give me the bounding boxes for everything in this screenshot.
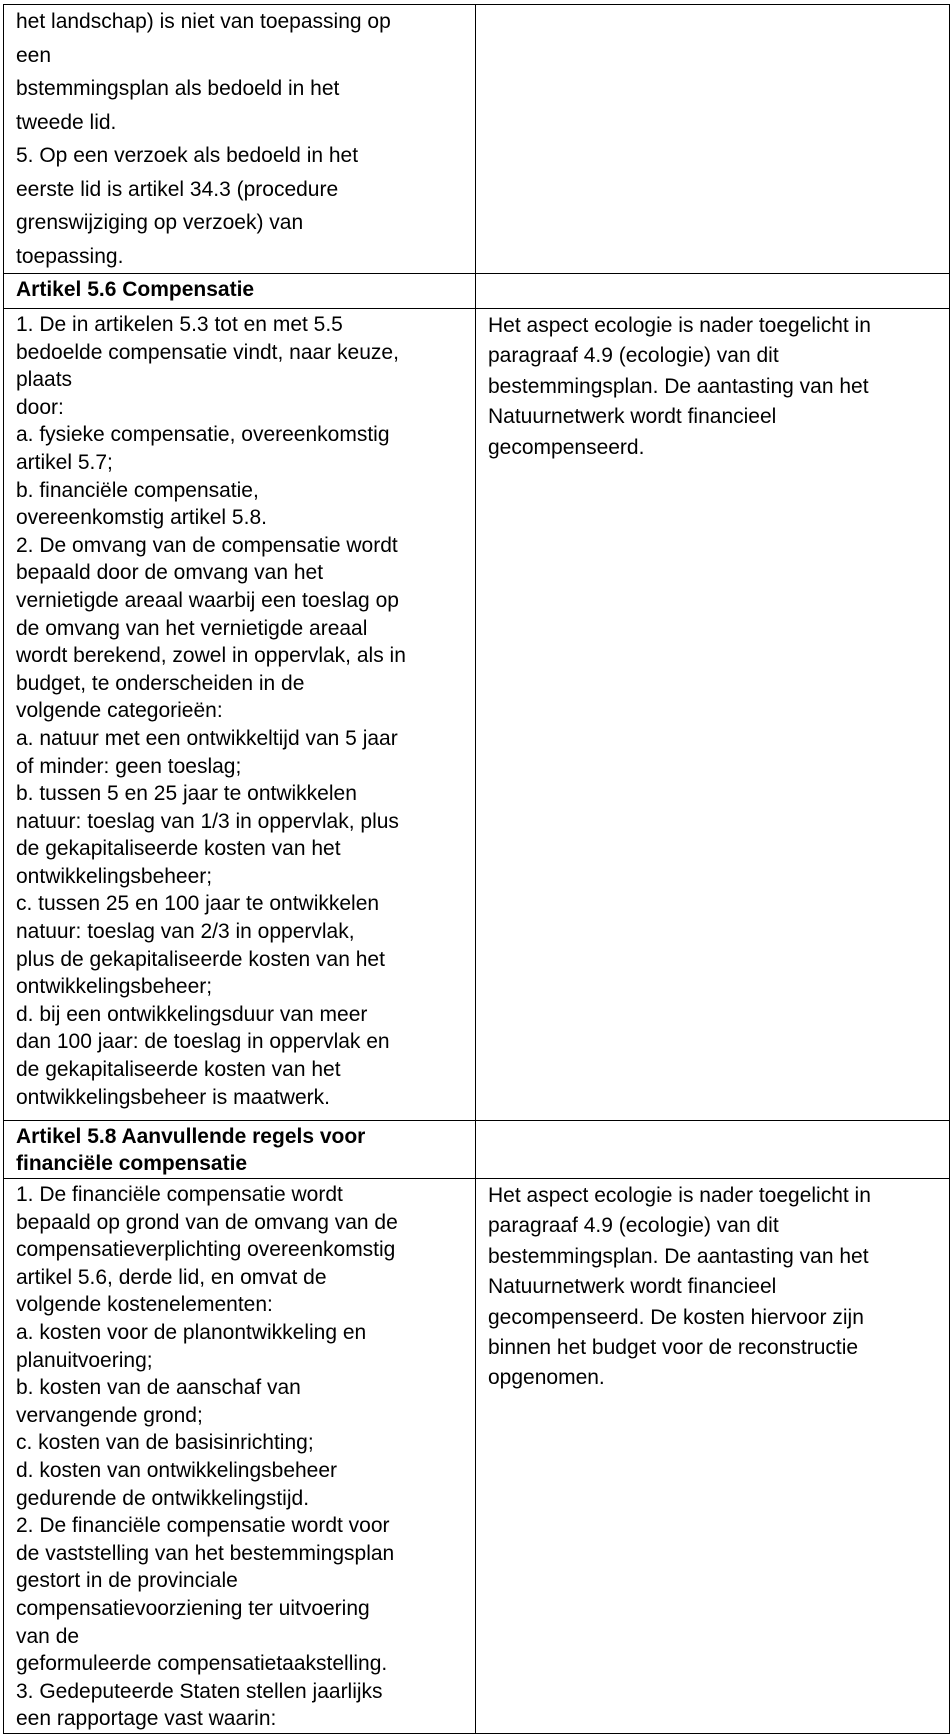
text-line: het landschap) is niet van toepassing op: [16, 10, 391, 33]
text-line: gestort in de provinciale: [16, 1569, 238, 1593]
text-line: volgende categorieën:: [16, 699, 223, 723]
article-heading: Artikel 5.8 Aanvullende regels voor: [16, 1125, 366, 1148]
text-line: een: [16, 43, 52, 67]
text-line: of minder: geen toeslag;: [16, 754, 242, 778]
text-line: ontwikkelingsbeheer is maatwerk.: [16, 1085, 330, 1109]
article-heading: financiële compensatie: [16, 1152, 248, 1175]
text-line: grenswijziging op verzoek) van: [16, 211, 304, 234]
text-line: artikel 5.6, derde lid, en omvat de: [16, 1265, 327, 1289]
text-line: artikel 5.7;: [16, 450, 113, 474]
text-line: tweede lid.: [16, 110, 117, 134]
regels-toelichting-table: [3, 4, 950, 1734]
text-line: d. bij een ontwikkelingsduur van meer: [16, 1002, 368, 1026]
text-line: geformuleerde compensatietaakstelling.: [16, 1652, 388, 1676]
text-line: compensatievoorziening ter uitvoering: [16, 1596, 370, 1620]
text-line: b. financiële compensatie,: [16, 478, 259, 502]
text-line: c. tussen 25 en 100 jaar te ontwikkelen: [16, 892, 380, 916]
explanation-cell: [476, 274, 950, 309]
text-line: binnen het budget voor de reconstructie: [488, 1336, 859, 1360]
text-line: dan 100 jaar: de toeslag in oppervlak en: [16, 1030, 390, 1054]
explanation-cell: [476, 1121, 950, 1179]
rule-text-cell: [4, 1179, 476, 1734]
text-line: de omvang van het vernietigde areaal: [16, 616, 368, 640]
text-line: 3. Gedeputeerde Staten stellen jaarlijks: [16, 1679, 383, 1703]
text-line: 1. De in artikelen 5.3 tot en met 5.5: [16, 313, 343, 336]
article-heading-cell: [4, 1121, 476, 1179]
text-line: plaats: [16, 368, 73, 392]
text-line: c. kosten van de basisinrichting;: [16, 1431, 314, 1455]
article-heading-cell: [4, 274, 476, 309]
table-row: [4, 1179, 950, 1734]
text-line: gedurende de ontwikkelingstijd.: [16, 1486, 310, 1510]
text-line: plus de gekapitaliseerde kosten van het: [16, 947, 385, 971]
text-line: b. kosten van de aanschaf van: [16, 1376, 301, 1400]
text-line: budget, te onderscheiden in de: [16, 671, 305, 695]
article-heading-row: [4, 1121, 950, 1179]
explanation-cell: [476, 1179, 950, 1734]
text-line: Het aspect ecologie is nader toegelicht in: [488, 1184, 871, 1207]
text-line: 5. Op een verzoek als bedoeld in het: [16, 144, 359, 167]
text-line: wordt berekend, zowel in oppervlak, als in: [16, 644, 406, 668]
text-line: bedoelde compensatie vindt, naar keuze,: [16, 340, 399, 364]
text-line: door:: [16, 395, 64, 419]
rule-text-cell: [4, 309, 476, 1121]
text-line: gecompenseerd. De kosten hiervoor zijn: [488, 1305, 864, 1329]
text-line: Natuurnetwerk wordt financieel: [488, 1275, 777, 1299]
text-line: bestemmingsplan. De aantasting van het: [488, 1244, 869, 1268]
text-line: Het aspect ecologie is nader toegelicht in: [488, 314, 871, 337]
text-line: toepassing.: [16, 244, 124, 268]
text-line: natuur: toeslag van 2/3 in oppervlak,: [16, 920, 355, 944]
text-line: de gekapitaliseerde kosten van het: [16, 1058, 341, 1082]
text-line: overeenkomstig artikel 5.8.: [16, 506, 267, 530]
text-line: de gekapitaliseerde kosten van het: [16, 837, 341, 861]
text-line: 2. De financiële compensatie wordt voor: [16, 1514, 390, 1538]
text-line: bepaald door de omvang van het: [16, 561, 324, 585]
text-line: 2. De omvang van de compensatie wordt: [16, 533, 398, 557]
text-line: ontwikkelingsbeheer;: [16, 864, 213, 888]
text-line: d. kosten van ontwikkelingsbeheer: [16, 1458, 338, 1482]
table-row: [4, 5, 950, 274]
text-line: compensatieverplichting overeenkomstig: [16, 1238, 396, 1262]
rule-text-cell: [4, 5, 476, 274]
text-line: a. kosten voor de planontwikkeling en: [16, 1320, 367, 1344]
explanation-cell: [476, 309, 950, 1121]
text-line: 1. De financiële compensatie wordt: [16, 1183, 343, 1206]
article-heading-row: [4, 274, 950, 309]
text-line: paragraaf 4.9 (ecologie) van dit: [488, 1214, 779, 1238]
text-line: a. natuur met een ontwikkeltijd van 5 jaar: [16, 726, 398, 750]
text-line: gecompenseerd.: [488, 435, 645, 459]
text-line: de vaststelling van het bestemmingsplan: [16, 1541, 395, 1565]
table-row: [4, 309, 950, 1121]
text-line: paragraaf 4.9 (ecologie) van dit: [488, 344, 779, 368]
text-line: vernietigde areaal waarbij een toeslag op: [16, 588, 399, 612]
text-line: a. fysieke compensatie, overeenkomstig: [16, 423, 390, 447]
text-line: een rapportage vast waarin:: [16, 1707, 277, 1731]
text-line: bepaald op grond van de omvang van de: [16, 1210, 398, 1234]
text-line: opgenomen.: [488, 1366, 605, 1390]
text-line: b. tussen 5 en 25 jaar te ontwikkelen: [16, 782, 357, 806]
text-line: vervangende grond;: [16, 1403, 203, 1427]
text-line: Natuurnetwerk wordt financieel: [488, 405, 777, 429]
article-heading: Artikel 5.6 Compensatie: [16, 278, 255, 301]
text-line: ontwikkelingsbeheer;: [16, 975, 213, 999]
text-line: van de: [16, 1624, 80, 1648]
explanation-cell: [476, 5, 950, 274]
text-line: eerste lid is artikel 34.3 (procedure: [16, 177, 339, 201]
text-line: volgende kostenelementen:: [16, 1293, 273, 1317]
text-line: planuitvoering;: [16, 1348, 153, 1372]
text-line: bestemmingsplan. De aantasting van het: [488, 374, 869, 398]
text-line: natuur: toeslag van 1/3 in oppervlak, plus: [16, 809, 399, 833]
text-line: bstemmingsplan als bedoeld in het: [16, 77, 340, 100]
